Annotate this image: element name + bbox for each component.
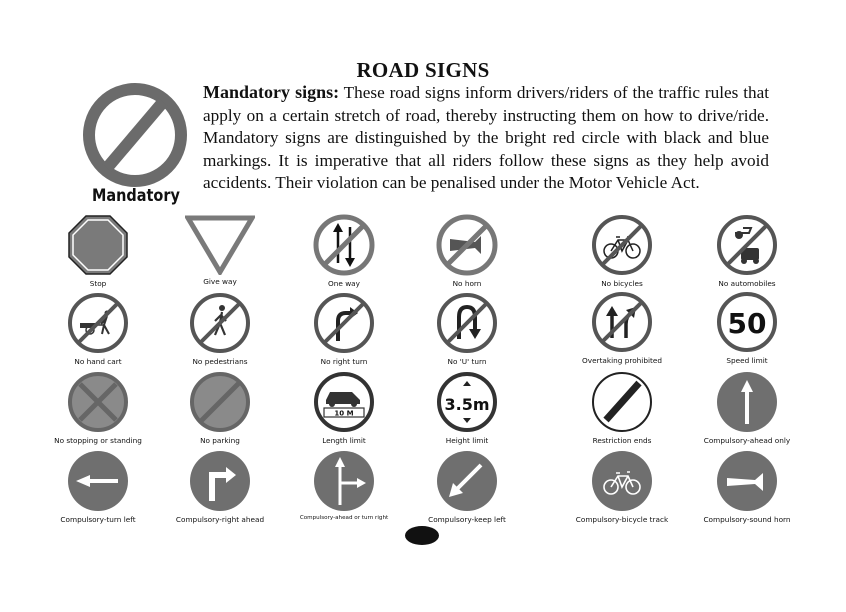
no-hand-cart-icon	[66, 291, 130, 355]
no-stopping-icon	[66, 370, 130, 434]
sign-length-limit	[279, 370, 409, 445]
sign-caption: No 'U' turn	[447, 357, 487, 366]
no-horn-icon	[435, 213, 499, 277]
sign-no-stopping	[33, 370, 163, 445]
ahead-or-right-icon	[312, 449, 376, 513]
sign-caption: No bicycles	[601, 279, 643, 288]
sign-no-right-turn	[279, 291, 409, 366]
turn-left-icon	[66, 449, 130, 513]
sign-height-limit	[402, 370, 532, 445]
sign-caption: No hand cart	[74, 357, 122, 366]
height-limit-icon	[435, 370, 499, 434]
sign-no-horn	[402, 213, 532, 288]
sign-overtaking-prohibited	[557, 290, 687, 365]
sign-turn-left	[33, 449, 163, 524]
height-value: 3.5m	[444, 395, 490, 414]
sign-caption: Overtaking prohibited	[582, 356, 662, 365]
speed-value: 50	[727, 307, 767, 340]
ahead-only-icon	[715, 370, 779, 434]
sign-caption: Height limit	[445, 436, 489, 445]
sign-caption: Compulsory-keep left	[428, 515, 506, 524]
sound-horn-icon	[715, 449, 779, 513]
sign-no-automobiles	[682, 213, 812, 288]
stop-octagon-icon	[66, 213, 130, 277]
sign-give-way	[155, 215, 285, 286]
mandatory-label: Mandatory	[92, 186, 180, 206]
sign-caption: Compulsory-turn left	[60, 515, 136, 524]
restriction-ends-icon	[590, 370, 654, 434]
sign-keep-left	[402, 449, 532, 524]
sign-caption: Stop	[89, 279, 107, 288]
sign-caption: Give way	[203, 277, 237, 286]
sign-caption: Compulsory-sound horn	[703, 515, 791, 524]
no-right-turn-icon	[312, 291, 376, 355]
sign-caption: Compulsory-ahead only	[703, 436, 791, 445]
length-limit-icon	[312, 370, 376, 434]
sign-caption: One way	[328, 279, 360, 288]
give-way-triangle-icon	[185, 215, 255, 275]
no-pedestrians-icon	[188, 291, 252, 355]
sign-sound-horn	[682, 449, 812, 524]
sign-right-ahead	[155, 449, 285, 524]
sign-caption: No right turn	[320, 357, 368, 366]
sign-caption: Compulsory-ahead or turn right	[299, 515, 389, 521]
keep-left-icon	[435, 449, 499, 513]
no-parking-icon	[188, 370, 252, 434]
sign-caption: Restriction ends	[592, 436, 652, 445]
sign-caption: Speed limit	[726, 356, 768, 365]
bicycle-track-icon	[590, 449, 654, 513]
sign-ahead-only	[682, 370, 812, 445]
sign-caption: Length limit	[322, 436, 366, 445]
sign-bicycle-track	[557, 449, 687, 524]
intro-text: These road signs inform drivers/riders of the traffic rules that apply on a certain stretch of road, thereby instructing them on how to drive/ride. Mandatory signs are distinguished by the bright red circle with black and blue markings. It is imperative that all riders follow these signs as they help avoid accidents. Their violation can be penalised under the Motor Vehicle Act.	[203, 83, 769, 193]
sign-no-bicycles	[557, 213, 687, 288]
sign-no-pedestrians	[155, 291, 285, 366]
speed-limit-icon	[715, 290, 779, 354]
sign-stop	[33, 213, 163, 288]
sign-caption: No automobiles	[718, 279, 776, 288]
right-ahead-icon	[188, 449, 252, 513]
page-marker	[405, 526, 439, 545]
sign-caption: Compulsory-right ahead	[175, 515, 265, 524]
page-title: ROAD SIGNS	[356, 58, 490, 82]
sign-no-hand-cart	[33, 291, 163, 366]
sign-caption: No parking	[200, 436, 240, 445]
no-bicycles-icon	[590, 213, 654, 277]
sign-caption: No pedestrians	[192, 357, 248, 366]
sign-restriction-ends	[557, 370, 687, 445]
intro-lead: Mandatory signs:	[203, 82, 340, 102]
no-u-turn-icon	[435, 291, 499, 355]
sign-caption: No horn	[452, 279, 482, 288]
no-automobiles-icon	[715, 213, 779, 277]
sign-ahead-or-right	[279, 449, 409, 521]
length-value: 10 M	[334, 409, 354, 418]
one-way-icon	[312, 213, 376, 277]
overtaking-prohibited-icon	[590, 290, 654, 354]
sign-one-way	[279, 213, 409, 288]
sign-caption: No stopping or standing	[54, 436, 142, 445]
sign-no-u-turn	[402, 291, 532, 366]
sign-no-parking	[155, 370, 285, 445]
sign-caption: Compulsory-bicycle track	[575, 515, 669, 524]
sign-speed-limit	[682, 290, 812, 365]
